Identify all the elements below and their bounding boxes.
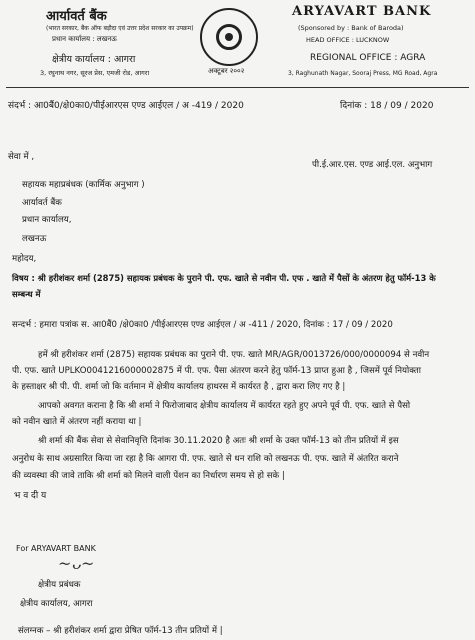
para3-line2: अनुरोध के साथ अग्रसारित किया जा रहा है कि आगरा पी. एफ. खाते से धन राशि को लखनऊ पी. एफ. खाते में अंतरित कराने [12, 454, 399, 464]
reference-number: संदर्भ : आ0बैं0/क्षे0का0/पीईआरएस एण्ड आईएल / अ -419 / 2020 [8, 101, 244, 111]
bank-tagline-hindi: (भारत सरकार, बैंक ऑफ बड़ौदा एवं उत्तर प्रदेश सरकार का उपक्रम) [46, 25, 194, 32]
para3-line1: श्री शर्मा की बैंक सेवा से सेवानिवृत्ति दिनांक 30.11.2020 है अतः श्री शर्मा के उक्त फॉर्म-13 को तीन प्रतियों में इस [38, 436, 399, 446]
recipient-city: लखनऊ [22, 234, 47, 244]
subject-line: विषय : श्री हरीशंकर शर्मा (2875) सहायक प्रबंधक के पुराने पी. एफ. खाते से नवीन पी. एफ . खाते में पैसों के अंतरण हेतु फॉर्म-13 के [12, 273, 436, 283]
address-hindi: 3, रघुनाथ नगर, सूरज प्रेस, एमजी रोड, आगरा [40, 69, 150, 77]
recipient-bank: आर्यावर्त बैंक [22, 198, 62, 208]
address-english: 3, Raghunath Nagar, Sooraj Press, MG Road, Agra [288, 70, 438, 77]
closing: भ व दी य [14, 491, 47, 501]
signatory-office: क्षेत्रीय कार्यालय, आगरा [20, 599, 93, 609]
head-office-hindi: प्रधान कार्यालय : लखनऊ [52, 35, 117, 43]
para1-line3: के हस्ताक्षर श्री पी. पी. शर्मा जो कि वर्तमान में क्षेत्रीय कार्यालय हाथरस में कार्यरत है , द्वारा करा लिए गए है | [12, 382, 346, 392]
header-divider [6, 87, 469, 88]
bank-seal-icon [200, 8, 258, 66]
department-label: पी.ई.आर.एस. एण्ड आई.एल. अनुभाग [312, 160, 433, 170]
for-bank: For ARYAVART BANK [16, 544, 96, 553]
handwritten-signature-icon: ~ᴗ~ [58, 554, 95, 573]
para1-line1: हमें श्री हरीशंकर शर्मा (2875) सहायक प्रबंधक का पुराने पी. एफ. खाते MR/AGR/0013726/000/0000094 से नवीन [38, 350, 430, 360]
signatory-designation: क्षेत्रीय प्रबंधक [38, 580, 81, 590]
regional-office-english: REGIONAL OFFICE : AGRA [310, 53, 426, 63]
sponsored-by: (Sponsored by : Bank of Baroda) [298, 24, 404, 32]
salutation: महोदय, [12, 254, 37, 264]
para2-line1: आपको अवगत कराना है कि श्री शर्मा ने फिरोजाबाद क्षेत्रीय कार्यालय में कार्यरत रहते हुए अपने पूर्व पी. एफ. खाते से पैसो [38, 401, 411, 411]
bank-name-hindi: आर्यावर्त बैंक [46, 9, 107, 24]
letter-date: दिनांक : 18 / 09 / 2020 [340, 101, 434, 111]
enclosure-note: संलग्नक – श्री हरीशंकर शर्मा द्वारा प्रेषित फॉर्म-13 तीन प्रतियों में | [18, 626, 223, 636]
bank-name-english: ARYAVART BANK [292, 4, 432, 19]
para1-line2: पी. एफ. खाते UPLKO0041216000002875 में पी. एफ. पैसा अंतरण करने हेतु फॉर्म-13 प्राप्त हुआ है , जिसमें पूर्व नियोक्ता [12, 366, 421, 376]
regional-office-hindi: क्षेत्रीय कार्यालय : आगरा [52, 54, 136, 65]
previous-letter-reference: सन्दर्भ : हमारा पत्रांक स. आ0बैं0 /क्षे0का0 /पीईआरएस एण्ड आईएल / अ -411 / 2020, दिनांक : 17 / 09 / 2020 [12, 320, 393, 330]
para3-line3: की व्यवस्था की जावे ताकि श्री शर्मा को मिलने वाली पेंशन का निर्धारण समय से हो सके | [12, 471, 285, 481]
subject-line-2: सम्बन्ध में [12, 289, 41, 299]
seva-mein: सेवा में , [8, 152, 35, 162]
seal-date: अक्टूबर २००२ [208, 67, 245, 75]
recipient-office: प्रधान कार्यालय, [22, 215, 72, 225]
recipient-designation: सहायक महाप्रबंधक (कार्मिक अनुभाग ) [22, 180, 145, 190]
para2-line2: को नवीन खाते में अंतरण नहीं कराया था | [12, 417, 142, 427]
head-office-english: HEAD OFFICE : LUCKNOW [306, 36, 390, 44]
